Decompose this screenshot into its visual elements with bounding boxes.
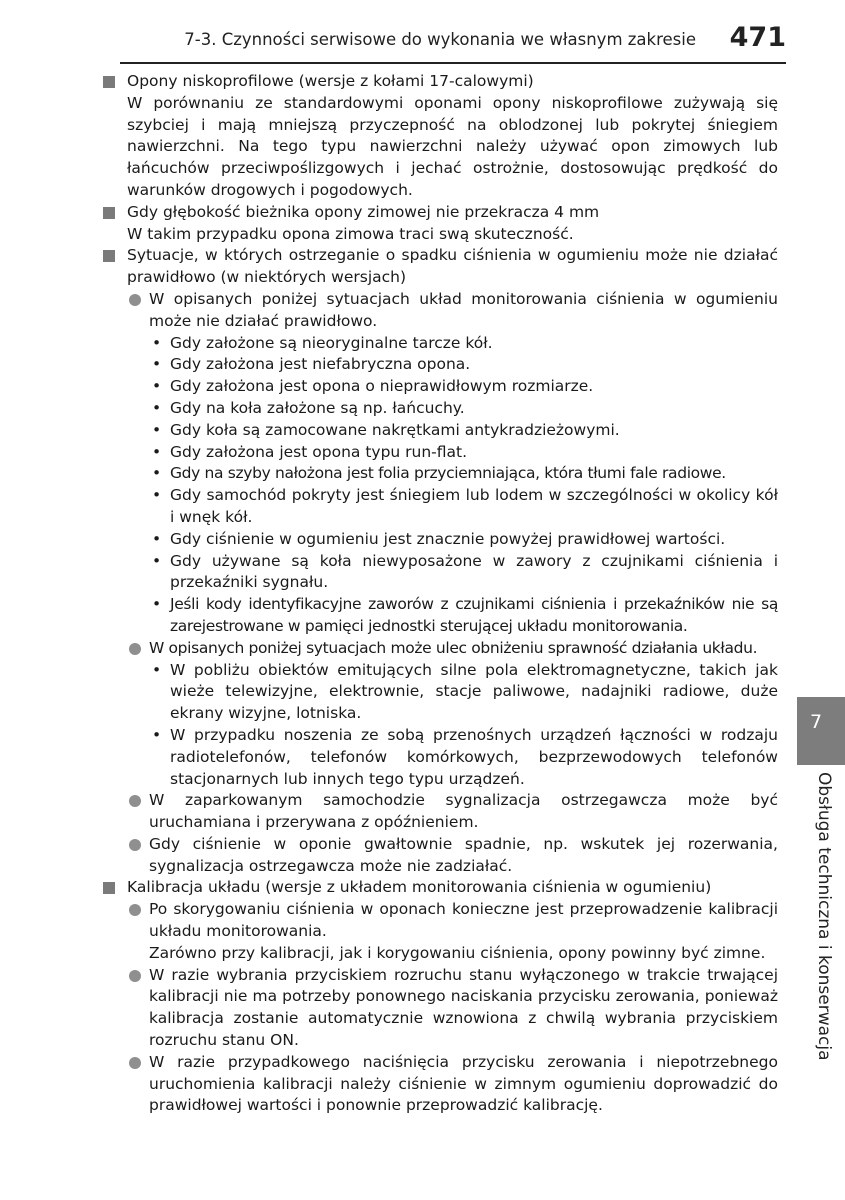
sub-list-item: • Gdy założona jest opona o nieprawidłowym rozmiarze. [152, 377, 594, 396]
heading-text: Kalibracja układu (wersje z układem monitorowania ciśnienia w ogumieniu) [127, 878, 712, 897]
item-text: W razie wybrania przyciskiem rozruchu stanu wyłączonego w trakcie trwającej kalibracji nie ma potrzeby ponownego naciskania przycisku zerowania, ponieważ kalibracja zostanie automatycznie wznowiona z chwilą wybrania przyciskiem rozruchu stanu ON. [149, 965, 778, 1050]
square-bullet-icon [103, 76, 115, 88]
sub-list-item: • Gdy samochód pokryty jest śniegiem lub lodem w szczególności w okolicy kół i wnęk kół. [152, 486, 778, 526]
section-winter-tread-depth [102, 202, 778, 246]
item-text: W razie przypadkowego naciśnięcia przycisku zerowania i niepotrzebnego uruchomienia kalibracji należy ciśnienie w zimnym ogumieniu doprowadzić do prawidłowej wartości i ponownie przeprowadzić kalibrację. [149, 1052, 778, 1115]
sub-list-item: • Gdy ciśnienie w ogumieniu jest znacznie powyżej prawidłowej wartości. [152, 529, 726, 548]
paragraph: W takim przypadku opona zimowa traci swą skuteczność. [127, 224, 574, 243]
chapter-title: 7-3. Czynności serwisowe do wykonania we własnym zakresie [184, 30, 696, 49]
circle-bullet-icon [129, 795, 141, 807]
list-item [127, 899, 778, 943]
list-item [127, 1052, 778, 1117]
sub-list-item: • W pobliżu obiektów emitujących silne pola elektromagnetyczne, takich jak wieże telewizyjne, elektrownie, stacje paliwowe, nadajniki radiowe, duże ekrany wizyjne, lotniska. [152, 660, 778, 723]
section-heading [127, 245, 778, 289]
list-item [127, 638, 778, 660]
sub-list [127, 333, 778, 638]
item-text: W zaparkowanym samochodzie sygnalizacja ostrzegawcza może być uruchamiana i przerywana z opóźnieniem. [149, 791, 778, 832]
heading-text: Gdy głębokość bieżnika opony zimowej nie przekracza 4 mm [127, 202, 600, 221]
circle-bullet-icon [129, 904, 141, 916]
sub-list-item: • Gdy na szyby nałożona jest folia przyciemniająca, która tłumi fale radiowe. [152, 464, 726, 483]
item-text: W opisanych poniżej sytuacjach układ monitorowania ciśnienia w ogumieniu może nie działać prawidłowo. [149, 289, 778, 330]
square-bullet-icon [103, 250, 115, 262]
sub-list-item: • W przypadku noszenia ze sobą przenośnych urządzeń łączności w rodzaju radiotelefonów, telefonów komórkowych, bezprzewodowych telefonów stacjonarnych lub innych tego typu urządzeń. [152, 725, 778, 788]
square-bullet-icon [103, 882, 115, 894]
circle-bullet-icon [129, 294, 141, 306]
circle-bullet-icon [129, 970, 141, 982]
sub-list-item: • Gdy na koła założone są np. łańcuchy. [152, 398, 465, 417]
sub-list [127, 660, 778, 791]
heading-text: Sytuacje, w których ostrzeganie o spadku ciśnienia w ogumieniu może nie działać prawidłowo (w niektórych wersjach) [127, 246, 778, 287]
section-heading [127, 877, 778, 899]
chapter-side-label: Obsługa techniczna i konserwacja [814, 772, 834, 1061]
list-item [127, 289, 778, 333]
circle-bullet-icon [129, 1057, 141, 1069]
sub-list-item: • Gdy używane są koła niewyposażone w zawory z czujnikami ciśnienia i przekaźniki sygnału. [152, 551, 778, 592]
page-number: 471 [729, 22, 786, 53]
section-tpms-malfunction [102, 245, 778, 877]
circle-bullet-icon [129, 643, 141, 655]
circle-bullet-icon [129, 839, 141, 851]
section-calibration [102, 877, 778, 1117]
item-text: W opisanych poniżej sytuacjach może ulec obniżeniu sprawność działania układu. [149, 638, 758, 657]
chapter-number: 7 [809, 711, 823, 733]
list-item [127, 834, 778, 878]
section-heading [127, 71, 778, 93]
item-continuation: Zarówno przy kalibracji, jak i korygowaniu ciśnienia, opony powinny być zimne. [149, 943, 766, 962]
sub-list-item: • Gdy koła są zamocowane nakrętkami antykradzieżowymi. [152, 420, 620, 439]
section-heading [127, 202, 778, 224]
item-text: Gdy ciśnienie w oponie gwałtownie spadnie, np. wskutek jej rozerwania, sygnalizacja ostrzegawcza może nie zadziałać. [149, 834, 778, 875]
page-content [102, 71, 778, 1117]
sub-list-item: • Jeśli kody identyfikacyjne zaworów z czujnikami ciśnienia i przekaźników nie są zarejestrowane w pamięci jednostki sterującej układu monitorowania. [152, 595, 778, 635]
section-low-profile-tires [102, 71, 778, 202]
paragraph: W porównaniu ze standardowymi oponami opony niskoprofilowe zużywają się szybciej i mają mniejszą przyczepność na oblodzonej lub pokrytej śniegiem nawierzchni. Na tego typu nawierzchni należy używać opon zimowych lub łańcuchów przeciwpoślizgowych i jechać ostrożnie, dostosowując prędkość do warunków drogowych i pogodowych. [127, 93, 778, 199]
item-text: Po skorygowaniu ciśnienia w oponach konieczne jest przeprowadzenie kalibracji układu monitorowania. [149, 900, 778, 941]
list-item [127, 965, 778, 1052]
page-header [120, 22, 786, 64]
list-item [127, 790, 778, 834]
heading-text: Opony niskoprofilowe (wersje z kołami 17-calowymi) [127, 72, 534, 90]
square-bullet-icon [103, 207, 115, 219]
sub-list-item: • Gdy założone są nieoryginalne tarcze kół. [152, 333, 493, 352]
chapter-tab [797, 697, 845, 765]
sub-list-item: • Gdy założona jest opona typu run-flat. [152, 442, 468, 461]
sub-list-item: • Gdy założona jest niefabryczna opona. [152, 355, 471, 374]
